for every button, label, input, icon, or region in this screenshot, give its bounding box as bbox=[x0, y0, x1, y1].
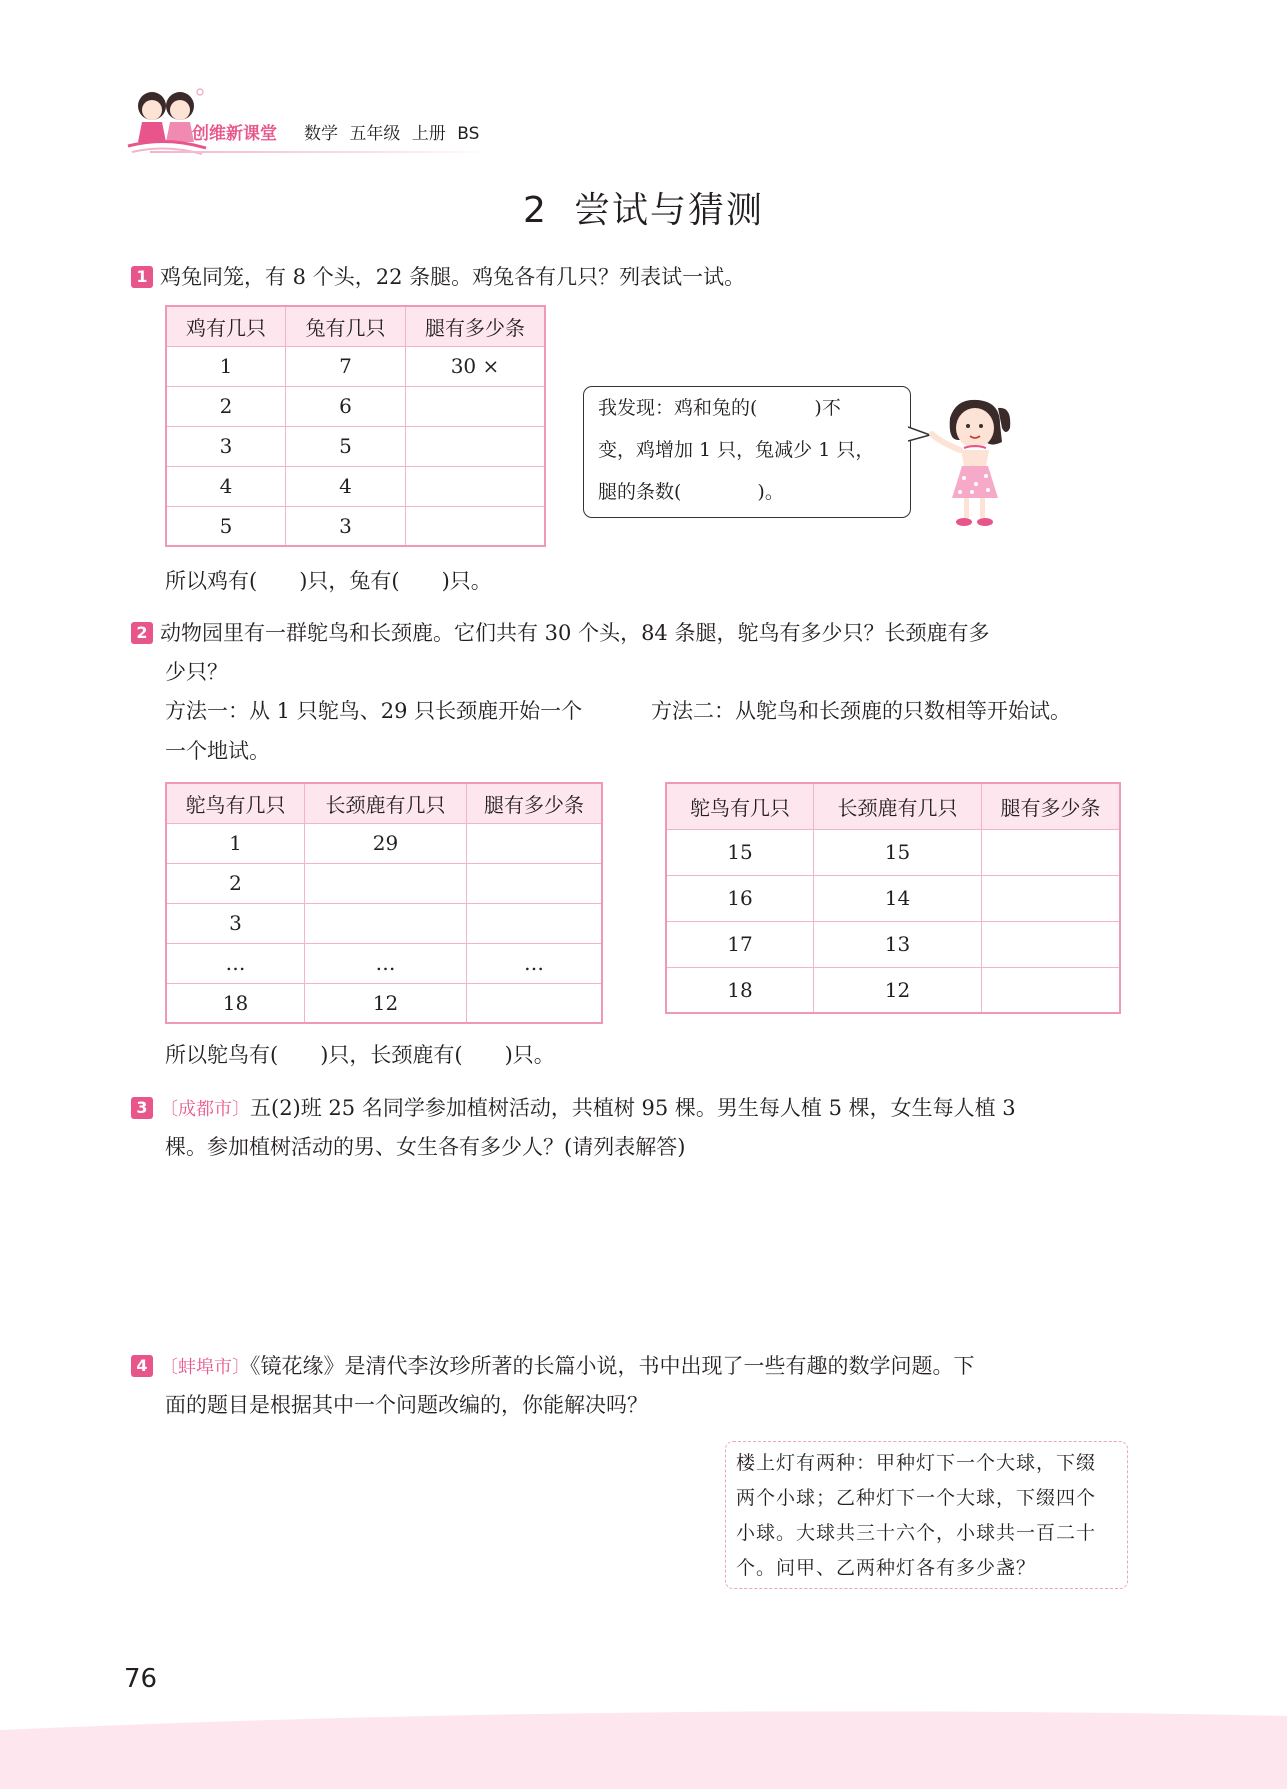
table-cell: 3 bbox=[166, 903, 305, 943]
table-cell: 14 bbox=[814, 875, 982, 921]
table-cell: 18 bbox=[666, 967, 814, 1013]
bubble-line: 腿的条数( )。 bbox=[598, 481, 784, 503]
question-1-answer-line: 所以鸡有( )只，兔有( )只。 bbox=[165, 569, 492, 593]
table-row bbox=[166, 903, 602, 943]
girl-character-icon bbox=[928, 392, 1014, 532]
question-2-text-line1: 动物园里有一群鸵鸟和长颈鹿。它们共有 30 个头，84 条腿，鸵鸟有多少只？长颈鹿有多 bbox=[160, 621, 990, 645]
answer-blank-cell[interactable] bbox=[305, 903, 467, 943]
answer-blank-cell[interactable] bbox=[406, 506, 546, 546]
table-row bbox=[666, 967, 1120, 1013]
question-3-text-line2: 棵。参加植树活动的男、女生各有多少人？(请列表解答) bbox=[165, 1135, 686, 1159]
q2-method-2-table bbox=[665, 782, 1121, 1014]
table-row bbox=[666, 829, 1120, 875]
answer-blank-cell[interactable] bbox=[982, 921, 1121, 967]
answer-blank-cell[interactable] bbox=[406, 466, 546, 506]
q2-t2-header-cell: 鸵鸟有几只 bbox=[666, 783, 814, 829]
table-row bbox=[166, 426, 545, 466]
table-cell: 6 bbox=[286, 386, 406, 426]
q1-header-cell: 腿有多少条 bbox=[406, 306, 546, 346]
table-cell: 30 × bbox=[406, 346, 546, 386]
table-cell: … bbox=[166, 943, 305, 983]
decorative-bottom-band bbox=[0, 1710, 1287, 1789]
question-4-badge: 4 bbox=[131, 1355, 153, 1377]
table-cell: 16 bbox=[666, 875, 814, 921]
table-cell: 12 bbox=[305, 983, 467, 1023]
table-cell: 7 bbox=[286, 346, 406, 386]
lantern-problem-box bbox=[725, 1441, 1128, 1589]
table-cell: 1 bbox=[166, 823, 305, 863]
answer-blank-cell[interactable] bbox=[467, 903, 603, 943]
question-4-text-line2: 面的题目是根据其中一个问题改编的，你能解决吗？ bbox=[165, 1393, 648, 1417]
q1-header-cell: 兔有几只 bbox=[286, 306, 406, 346]
box-line: 两个小球；乙种灯下一个大球，下缀四个 bbox=[736, 1487, 1097, 1509]
question-1-text: 鸡兔同笼，有 8 个头，22 条腿。鸡兔各有几只？列表试一试。 bbox=[160, 265, 746, 289]
table-cell: 4 bbox=[286, 466, 406, 506]
method-1-text-line1: 方法一：从 1 只鸵鸟、29 只长颈鹿开始一个 bbox=[165, 699, 583, 723]
table-cell: … bbox=[305, 943, 467, 983]
q1-table bbox=[165, 305, 546, 547]
table-cell: 1 bbox=[166, 346, 286, 386]
box-line: 个。问甲、乙两种灯各有多少盏？ bbox=[736, 1557, 1037, 1579]
answer-blank-cell[interactable] bbox=[982, 875, 1121, 921]
table-row bbox=[166, 506, 545, 546]
method-1-text-line2: 一个地试。 bbox=[165, 739, 270, 763]
discovery-speech-bubble bbox=[583, 386, 911, 518]
box-line: 小球。大球共三十六个，小球共一百二十 bbox=[736, 1522, 1097, 1544]
question-2-badge: 2 bbox=[131, 622, 153, 644]
q1-header-cell: 鸡有几只 bbox=[166, 306, 286, 346]
question-3-text-line1 bbox=[160, 1089, 1016, 1129]
table-row bbox=[166, 943, 602, 983]
answer-blank-cell[interactable] bbox=[305, 863, 467, 903]
table-cell: 3 bbox=[286, 506, 406, 546]
table-cell: 12 bbox=[814, 967, 982, 1013]
answer-blank-cell[interactable] bbox=[467, 983, 603, 1023]
question-1-badge: 1 bbox=[131, 266, 153, 288]
table-cell: 5 bbox=[166, 506, 286, 546]
question-3-region: 〔成都市〕 bbox=[160, 1099, 250, 1120]
table-cell: 2 bbox=[166, 863, 305, 903]
section-number: 2 bbox=[523, 190, 548, 231]
table-row bbox=[166, 466, 545, 506]
table-cell: 2 bbox=[166, 386, 286, 426]
question-4-text-line1 bbox=[160, 1347, 975, 1387]
section-title: 尝试与猜测 bbox=[573, 190, 764, 231]
q2-t1-header-cell: 鸵鸟有几只 bbox=[166, 783, 305, 823]
question-4-region: 〔蚌埠市〕 bbox=[160, 1357, 250, 1378]
answer-blank-cell[interactable] bbox=[982, 829, 1121, 875]
question-2-answer-line: 所以鸵鸟有( )只，长颈鹿有( )只。 bbox=[165, 1043, 555, 1067]
header-divider bbox=[150, 151, 490, 153]
bubble-line: 变，鸡增加 1 只，兔减少 1 只， bbox=[598, 439, 875, 461]
page-title bbox=[0, 182, 1287, 233]
header-info: 数学 五年级 上册 BS bbox=[304, 124, 480, 144]
table-cell: 5 bbox=[286, 426, 406, 466]
table-cell: 17 bbox=[666, 921, 814, 967]
table-cell: … bbox=[467, 943, 603, 983]
question-2-text-line2: 少只？ bbox=[165, 660, 228, 684]
table-cell: 3 bbox=[166, 426, 286, 466]
table-row bbox=[166, 823, 602, 863]
table-cell: 13 bbox=[814, 921, 982, 967]
table-cell: 18 bbox=[166, 983, 305, 1023]
table-row bbox=[166, 983, 602, 1023]
table-row bbox=[666, 875, 1120, 921]
box-line: 楼上灯有两种：甲种灯下一个大球，下缀 bbox=[736, 1452, 1097, 1474]
table-row bbox=[166, 346, 545, 386]
table-row bbox=[166, 386, 545, 426]
question-3-text: 五(2)班 25 名同学参加植树活动，共植树 95 棵。男生每人植 5 棵，女生每人植 3 bbox=[250, 1096, 1016, 1120]
q2-t1-header-cell: 腿有多少条 bbox=[467, 783, 603, 823]
q2-t2-header-cell: 长颈鹿有几只 bbox=[814, 783, 982, 829]
table-cell: 15 bbox=[814, 829, 982, 875]
answer-blank-cell[interactable] bbox=[406, 426, 546, 466]
answer-blank-cell[interactable] bbox=[982, 967, 1121, 1013]
method-2-text: 方法二：从鸵鸟和长颈鹿的只数相等开始试。 bbox=[651, 699, 1071, 723]
q2-method-1-table bbox=[165, 782, 603, 1024]
question-4-text: 《镜花缘》是清代李汝珍所著的长篇小说，书中出现了一些有趣的数学问题。下 bbox=[250, 1354, 975, 1378]
table-row bbox=[666, 921, 1120, 967]
page-number: 76 bbox=[124, 1664, 158, 1694]
table-cell: 4 bbox=[166, 466, 286, 506]
table-row bbox=[166, 863, 602, 903]
header-brand: 创维新课堂 bbox=[192, 124, 277, 144]
bubble-line: 我发现：鸡和兔的( )不 bbox=[598, 397, 841, 419]
table-cell: 15 bbox=[666, 829, 814, 875]
answer-blank-cell[interactable] bbox=[467, 823, 603, 863]
answer-blank-cell[interactable] bbox=[467, 863, 603, 903]
question-3-badge: 3 bbox=[131, 1097, 153, 1119]
q2-t2-header-cell: 腿有多少条 bbox=[982, 783, 1121, 829]
answer-blank-cell[interactable] bbox=[406, 386, 546, 426]
q2-t1-header-cell: 长颈鹿有几只 bbox=[305, 783, 467, 823]
table-cell: 29 bbox=[305, 823, 467, 863]
